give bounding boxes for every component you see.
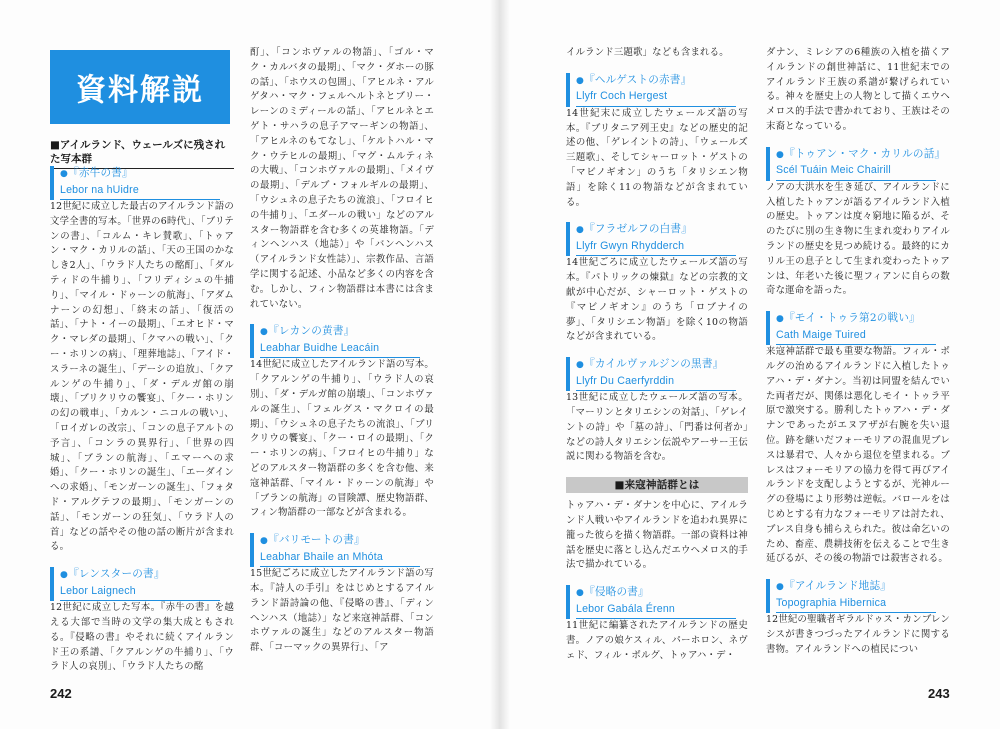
entry-title: 『カイルヴァルジンの黒書』	[584, 358, 724, 371]
continued-body: ダナン、ミレシアの6種族の入植を描くアイルランドの創世神話に、11世紀末でのアイルランド王族の系譜が繋げられている。神々を歴史上の人物として描くエウヘメロス的手法で書かれており、王族はその末裔となっている。	[766, 47, 950, 132]
column-4	[766, 46, 950, 658]
entry-title: 『バリモートの書』	[268, 534, 365, 547]
bullet-icon: ●	[260, 327, 269, 338]
entry-body: 12世紀に成立した最古のアイルランド語の文学全書的写本。「世界の6時代」、「ブリテンの書」、「コルム・キレ賛歌」、「トゥアン・マク・カリルの話」、「天の王国のかなしき2人」、「ウラド人たちの酩酊」、「ダルティドの牛捕り」、「フリディシュの牛捕り」、「マイル・ドゥーンの航海」、「アダムナーンの幻想」、「終末の話」、「復活の話」、「ナト・イーの最期」、「エオヒド・マク・マレダの最期」、「クマハの戦い」、「クー・ホリンの病」、「理葬地誌」、「アイド・スラーネの誕生」、「デーシの追放」、「クアルンゲの牛捕り」、「ダ・デルガ館の崩壊」、「ブリクリウの饗宴」、「クー・ホリンの幻の戦車」、「カルン・ニコルの戦い」、「ロイガレの改宗」、「コンの息子アルトの予言」、「コンラの異界行」、「世界の四城」、「ブランの航海」、「エマーへの求婚」、「クー・ホリンの誕生」、「エーダインへの求婚」、「モンガーンの誕生」、「フォタド・アルグテフの最期」、「モンガーンの話」、「モンガーンの狂気」、「ウラド人の首」などの話やその他の話の断片が含まれる。	[50, 201, 234, 553]
bullet-icon: ●	[576, 360, 585, 371]
manuscript-entry	[566, 73, 748, 211]
entry-title: 『モイ・トゥラ第2の戦い』	[784, 312, 920, 325]
entry-body: 15世紀ごろに成立したアイルランド語の写本。『詩人の手引』をはじめとするアイルランド語詩論の他、『侵略の書』、「ディンヘンハス（地誌）」など来寇神話群、「コンホヴァルの誕生」などのアルスター物語群、「コーマックの異界行」、「ア	[250, 568, 434, 654]
entry-original-title: Llyfr Coch Hergest	[576, 89, 736, 107]
entry-heading	[766, 579, 950, 613]
entry-title: 『ヘルゲストの赤書』	[584, 73, 692, 86]
entry-heading	[566, 222, 748, 256]
manuscript-entry	[50, 166, 234, 555]
right-page	[500, 0, 1000, 729]
section-heading: ■来寇神話群とは	[566, 477, 748, 493]
entry-heading	[566, 357, 748, 391]
entry-original-title: Lebor Gabála Érenn	[576, 602, 736, 620]
entry-body: 14世紀に成立したアイルランド語の写本。「クアルンゲの牛捕り」、「ウラド人の哀別」、「ダ・デルガ館の崩壊」、「コンホヴァルの誕生」、「フェルグス・マクロイの最期」、「ウシュネの息子たちの流浪」、「ブリクリウの饗宴」、「クー・ロイの最期」、「クー・ホリンの病」、「フロイヒの牛捕り」などのアルスター物語群の多くを含む他、来寇神話群、「マイル・ドゥーンの航海」や「ブランの航海」の冒険譚、歴史物語群、フィン物語群の一部などが含まれる。	[250, 359, 434, 519]
entry-body: 11世紀に編纂されたアイルランドの歴史書。ノアの娘ケスィル、パーホロン、ネヴェド、フィル・ボルグ、トゥアハ・デ・	[566, 620, 748, 661]
entry-original-title: Llyfr Du Caerfyrddin	[576, 374, 736, 392]
entry-original-title: Leabhar Buidhe Leacáin	[260, 341, 420, 359]
entry-title: 『アイルランド地誌』	[784, 580, 892, 593]
bullet-icon: ●	[260, 536, 269, 547]
manuscript-entry	[766, 579, 950, 657]
entry-heading	[566, 585, 748, 619]
page-title: 資料解説	[76, 73, 204, 108]
entry-body: ノアの大洪水を生き延び、アイルランドに入植したトゥアンが語るアイルランド入植の歴史。トゥアンは度々窮地に陥るが、そのたびに別の生き物に生まれ変わりアイルランドの歴史を見つめ続ける。最終的にカリル王の息子として生まれ変わったトゥアンは、年老いた後に聖フィアンに自らの数奇な運命を語った。	[766, 181, 950, 297]
entry-title: 『レンスターの書』	[68, 568, 165, 581]
manuscript-entry	[766, 311, 950, 567]
entry-original-title: Lebor na hUidre	[60, 183, 220, 201]
entry-heading	[766, 147, 950, 181]
entry-body: 14世紀末に成立したウェールズ語の写本。『ブリタニア列王史』などの歴史的記述の他、「ゲレイントの詩」、「ウェールズ三題歌」、そしてシャーロット・ゲストの「マビノギオン」のうち「タリシエン物語」を除く11の物語などが含まれている。	[566, 107, 748, 208]
column-2	[250, 46, 434, 656]
entry-title: 『赤牛の書』	[68, 167, 133, 179]
entry-original-title: Llyfr Gwyn Rhydderch	[576, 239, 736, 257]
title-box	[50, 50, 230, 124]
bullet-icon: ●	[576, 588, 585, 599]
entry-body: 来寇神話群で最も重要な物語。フィル・ボルグの治めるアイルランドに入植したトゥアハ・デ・ダナン。当初は同盟を結んでいた両者だが、関係は悪化しモイ・トゥラ平原で激突する。勝利したトゥアハ・デ・ダナンであったがエヌアザが右腕を失い退位。跡を継いだフォーモリアの混血児ブレスは暴君で、人々から退位を望まれる。ブレスはフォーモリアの協力を得て再びアイルランドを支配しようとするが、光神ルーグの登場により形勢は逆転。バロールをはじめとする有力なフォーモリアは討たれ、ブレス自身も捕らえられた。彼は命乞いのため、畜産、農耕技術を伝えることで生き延びるが、その後の物語では殺害される。	[766, 346, 950, 565]
continued-text	[766, 46, 950, 135]
entry-title: 『レカンの黄書』	[268, 325, 355, 338]
page-number-right: 243	[928, 686, 950, 701]
bullet-icon: ●	[576, 75, 585, 86]
entry-body: 12世紀の聖職者ギラルドゥス・カンブレンシスが書きつづったアイルランドに関する書物。アイルランドへの植民につい	[766, 614, 950, 655]
manuscript-entry	[250, 533, 434, 656]
continued-text	[566, 46, 748, 61]
column-3	[566, 46, 748, 664]
entry-body: 12世紀に成立した写本。『赤牛の書』を越える大部で当時の文学の集大成ともされる。『侵略の書』やそれに続くアイルランド王の系譜、「クアルンゲの牛捕り」、「ウラド人の哀別」、「ウラド人たちの酩	[50, 602, 234, 673]
entry-heading	[566, 73, 748, 107]
entry-title: 『トゥアン・マク・カリルの話』	[784, 147, 946, 160]
bullet-icon: ●	[776, 582, 785, 593]
entry-original-title: Scél Tuáin Meic Chairill	[776, 163, 936, 181]
bullet-icon: ●	[60, 570, 69, 581]
bullet-icon: ●	[60, 169, 69, 179]
entry-title: 『侵略の書』	[584, 586, 649, 599]
entry-title: 『フラゼルフの白書』	[584, 223, 692, 236]
manuscript-entry	[566, 222, 748, 345]
continued-text	[250, 46, 434, 312]
continued-body: 酊」、「コンホヴァルの物語」、「ゴル・マク・カルバタの最期」、「マク・ダホーの豚の話」、「ホウスの包囲」、「アヒルネ・アルゲタハ・マク・フェルヘルトネとブリー・レーンのミディールの話」、「アヒルネとエゲト・サハラの息子アマーギンの物語」、「アヒルネのもてなし」、「ケルトハル・マク・ウテヒルの最期」、「マグ・ムルティネの大戦」、「コンホヴァルの最期」、「メイヴの最期」、「デルブ・フォルギルの最期」、「ウシュネの息子たちの流浪」、「フロイヒの牛捕り」、「エダールの戦い」などのアルスター物語群を含む多くの英雄物語。「ディンヘンハス（地誌）」や「バンヘンハス（アイルランド女性誌）」、宗教作品、言語学に関する記述、小品など多くの内容を含む。しかし、フィン物語群は本書には含まれていない。	[250, 47, 434, 310]
entry-heading	[250, 533, 434, 567]
manuscript-entry	[50, 567, 234, 675]
entry-heading	[50, 567, 234, 601]
page-number-left: 242	[50, 686, 72, 701]
bullet-icon: ●	[576, 225, 585, 236]
entry-body: 13世紀に成立したウェールズ語の写本。「マーリンとタリエシンの対話」、「ゲレイントの詩」や「墓の詩」、「門番は何者か」などの詩人タリエシン伝説やアーサー王伝説に関わる物語を含む。	[566, 392, 748, 463]
manuscript-entry	[250, 324, 434, 521]
entry-original-title: Cath Maige Tuired	[776, 328, 936, 346]
column-1	[50, 166, 234, 675]
bullet-icon: ●	[776, 314, 785, 325]
entry-original-title: Leabhar Bhaile an Mhóta	[260, 550, 420, 568]
section-intro: トゥアハ・デ・ダナンを中心に、アイルランド人戦いやアイルランドを追われ異界に籠った彼らを描く物語群。一部の資料は神話を歴史に落とし込んだエウヘメロス的手法で描かれている。	[566, 500, 748, 571]
entry-original-title: Topographia Hibernica	[776, 596, 936, 614]
manuscript-entry	[766, 147, 950, 299]
manuscripts-subheading: ■アイルランド、ウェールズに残された写本群	[50, 138, 234, 169]
entry-heading	[50, 166, 234, 200]
manuscript-entry	[566, 357, 748, 465]
manuscript-entry	[566, 585, 748, 663]
book-gutter	[490, 0, 510, 729]
entry-original-title: Lebor Laignech	[60, 584, 220, 602]
entry-heading	[766, 311, 950, 345]
bullet-icon: ●	[776, 149, 785, 160]
section-block	[566, 477, 748, 573]
continued-body: イルランド三題歌」なども含まれる。	[566, 47, 729, 58]
entry-heading	[250, 324, 434, 358]
entry-body: 14世紀ごろに成立したウェールズ語の写本。『パトリックの煉獄』などの宗教的文献が中心だが、シャーロット・ゲストの『マビノギオン』のうち「ロブナイの夢」、「タリシエン物語」を除く10の物語などが含まれている。	[566, 257, 748, 343]
